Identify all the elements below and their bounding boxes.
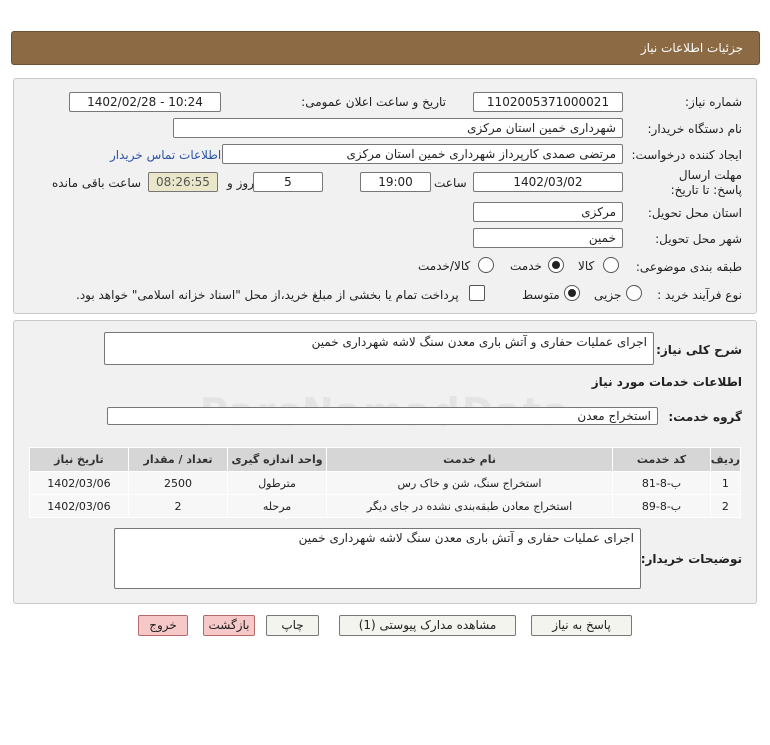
remaining-time-field: 08:26:55 (148, 172, 218, 192)
category-radio-goods[interactable] (603, 257, 619, 273)
reply-button[interactable]: پاسخ به نیاز (531, 615, 632, 636)
col-need-date: تاریخ نیاز (30, 448, 129, 472)
city-label: شهر محل تحویل: (655, 232, 742, 246)
category-option-service: خدمت (510, 259, 542, 273)
print-button[interactable]: چاپ (266, 615, 319, 636)
need-number-field: 1102005371000021 (473, 92, 623, 112)
services-title: اطلاعات خدمات مورد نیاز (591, 375, 742, 389)
requester-field: مرتضی صمدی کارپرداز شهرداری خمین استان مرکزی (222, 144, 623, 164)
buyer-org-label: نام دستگاه خریدار: (647, 122, 742, 136)
view-attachments-button[interactable]: مشاهده مدارک پیوستی (1) (339, 615, 516, 636)
process-radio-medium[interactable] (564, 285, 580, 301)
cell-need-date: 1402/03/06 (30, 495, 129, 518)
need-number-label: شماره نیاز: (685, 95, 742, 109)
process-option-medium: متوسط (522, 288, 560, 302)
col-service-name: نام خدمت (326, 448, 612, 472)
category-radio-goods-service[interactable] (478, 257, 494, 273)
announce-label: تاریخ و ساعت اعلان عمومی: (301, 95, 446, 109)
cell-quantity: 2500 (128, 472, 227, 495)
remaining-label: ساعت باقی مانده (52, 176, 142, 190)
cell-service-code: ب-8-81 (613, 472, 711, 495)
cell-unit: مرحله (228, 495, 327, 518)
category-radio-service[interactable] (548, 257, 564, 273)
process-label: نوع فرآیند خرید : (657, 288, 742, 302)
col-row-number: ردیف (710, 448, 740, 472)
cell-row-number: 1 (710, 472, 740, 495)
exit-button[interactable]: خروج (138, 615, 188, 636)
buyer-notes-label: توضیحات خریدار: (640, 552, 742, 566)
cell-need-date: 1402/03/06 (30, 472, 129, 495)
table-row (30, 495, 741, 518)
requester-label: ایجاد کننده درخواست: (631, 148, 742, 162)
announce-field: 1402/02/28 - 10:24 (69, 92, 221, 112)
page-title: جزئیات اطلاعات نیاز (640, 41, 743, 55)
process-radio-minor[interactable] (626, 285, 642, 301)
buyer-contact-link[interactable]: اطلاعات تماس خریدار (110, 148, 222, 162)
cell-quantity: 2 (128, 495, 227, 518)
summary-label: شرح کلی نیاز: (656, 343, 742, 357)
cell-unit: مترطول (228, 472, 327, 495)
days-field: 5 (253, 172, 323, 192)
treasury-checkbox[interactable] (469, 285, 485, 301)
days-label: روز و (227, 176, 254, 190)
category-label: طبقه بندی موضوعی: (635, 260, 742, 274)
back-button[interactable]: بازگشت (203, 615, 255, 636)
deadline-label: مهلت ارسال پاسخ: تا تاریخ: (670, 168, 742, 197)
province-label: استان محل تحویل: (647, 206, 742, 220)
deadline-time-label: ساعت (434, 176, 467, 190)
process-option-minor: جزیی (594, 288, 622, 302)
city-field: خمین (473, 228, 623, 248)
col-quantity: تعداد / مقدار (128, 448, 227, 472)
buyer-org-field: شهرداری خمین استان مرکزی (173, 118, 623, 138)
page-header (11, 31, 760, 65)
cell-service-name: استخراج سنگ، شن و خاک رس (326, 472, 612, 495)
service-group-label: گروه خدمت: (668, 410, 742, 424)
services-table (29, 447, 741, 518)
need-info-panel (13, 78, 757, 314)
col-service-code: کد خدمت (613, 448, 711, 472)
summary-field: اجرای عملیات حفاری و آتش باری معدن سنگ لاشه شهرداری خمین (104, 332, 654, 365)
payment-note: پرداخت تمام یا بخشی از مبلغ خرید،از محل "اسناد خزانه اسلامی" خواهد بود. (76, 288, 459, 302)
table-row (30, 472, 741, 495)
cell-row-number: 2 (710, 495, 740, 518)
deadline-date-field: 1402/03/02 (473, 172, 623, 192)
col-unit: واحد اندازه گیری (228, 448, 327, 472)
category-option-goods-service: کالا/خدمت (418, 259, 471, 273)
service-group-field: استخراج معدن (107, 407, 658, 425)
cell-service-name: استخراج معادن طبقه‌بندی نشده در جای دیگر (326, 495, 612, 518)
deadline-time-field: 19:00 (360, 172, 431, 192)
category-option-goods: کالا (578, 259, 595, 273)
province-field: مرکزی (473, 202, 623, 222)
cell-service-code: ب-8-89 (613, 495, 711, 518)
buyer-notes-field: اجرای عملیات حفاری و آتش باری معدن سنگ لاشه شهرداری خمین (114, 528, 641, 589)
